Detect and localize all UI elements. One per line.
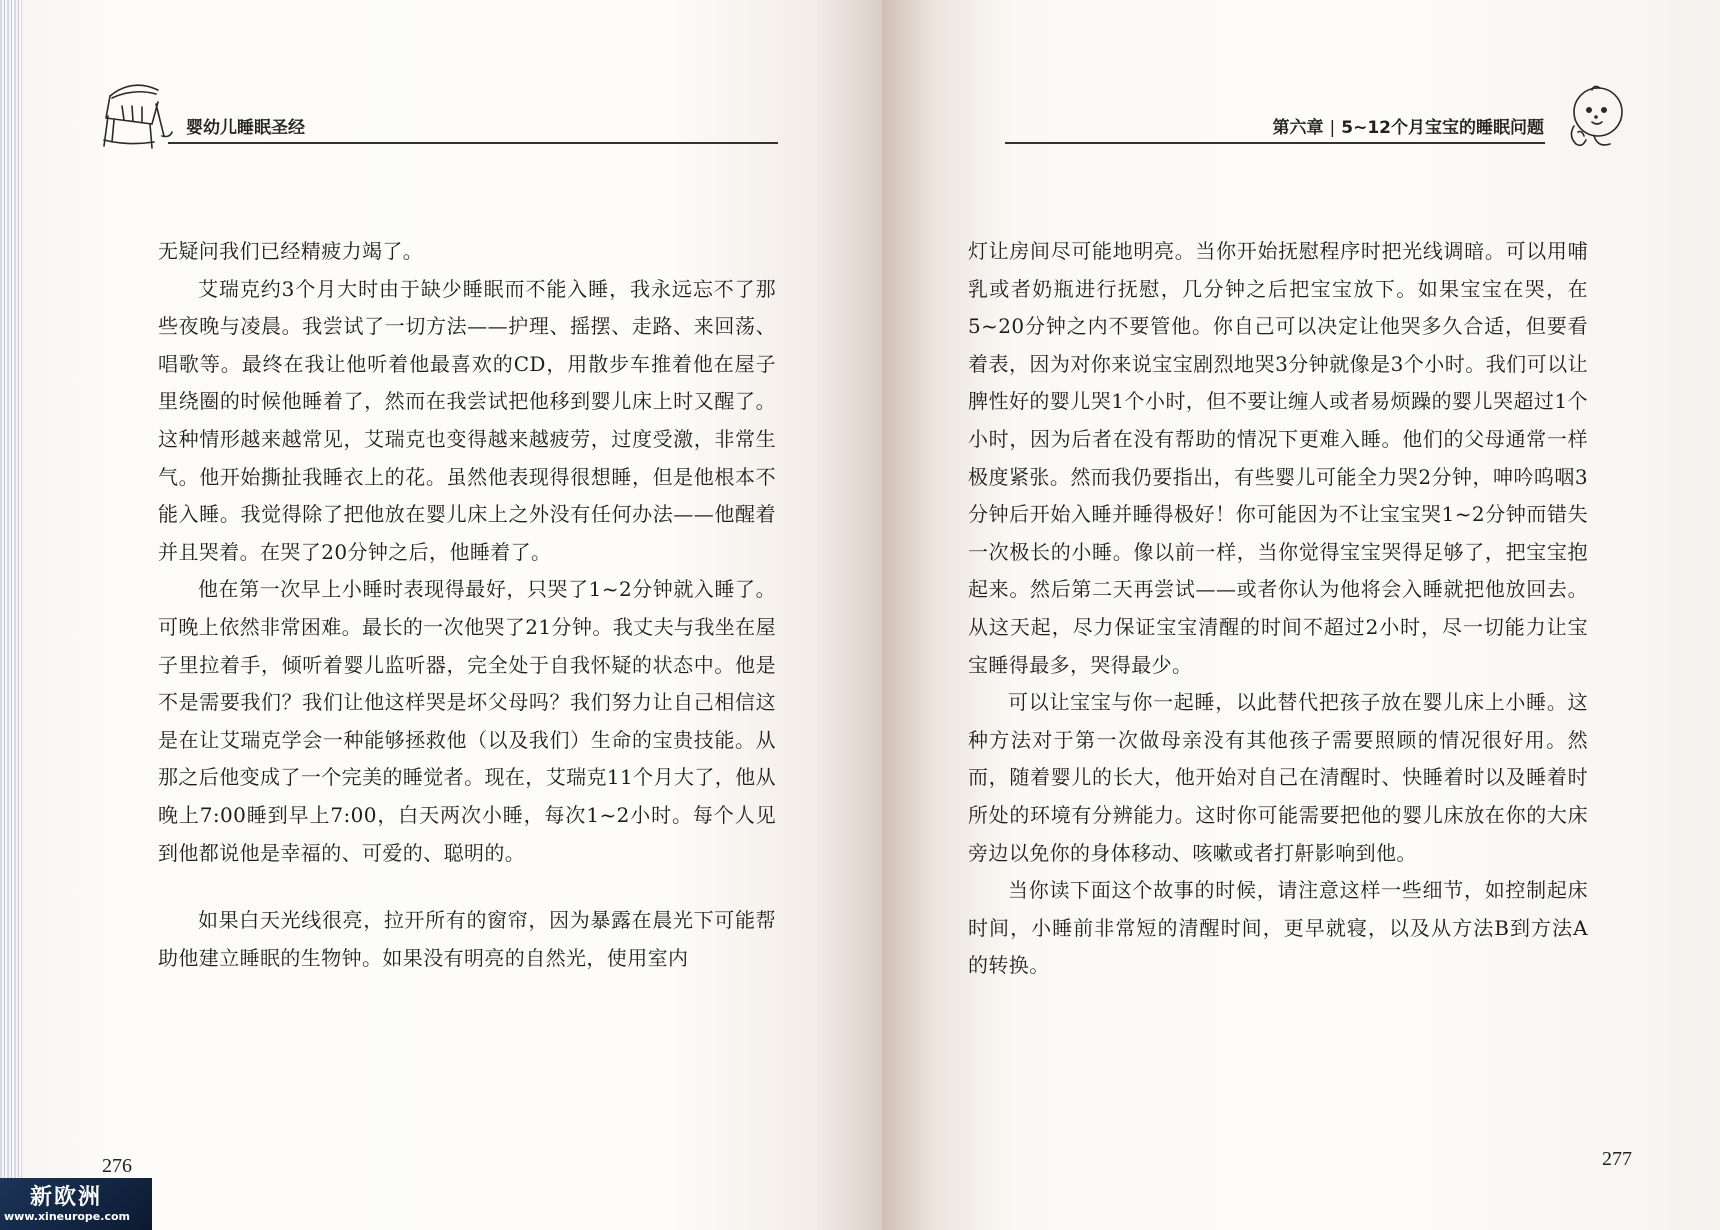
right-header-rule	[1005, 142, 1545, 144]
page-number-right: 277	[1602, 1148, 1632, 1170]
header-separator: |	[1329, 118, 1336, 138]
paragraph: 艾瑞克约3个月大时由于缺少睡眠而不能入睡，我永远忘不了那些夜晚与凌晨。我尝试了一切方法——护理、摇摆、走路、来回荡、唱歌等。最终在我让他听着他最喜欢的CD，用散步车推着他在屋子里绕圈的时候他睡着了，然而在我尝试把他移到婴儿床上时又醒了。这种情形越来越常见，艾瑞克也变得越来越疲劳，过度受激，非常生气。他开始撕扯我睡衣上的花。虽然他表现得很想睡，但是他根本不能入睡。我觉得除了把他放在婴儿床上之外没有任何办法——他醒着并且哭着。在哭了20分钟之后，他睡着了。	[158, 276, 776, 564]
right-header-title	[1273, 113, 1544, 138]
baby-face-icon	[1564, 82, 1628, 152]
right-body-text	[968, 233, 1588, 985]
watermark-name: 新欧洲	[30, 1185, 103, 1210]
paragraph: 当你读下面这个故事的时候，请注意这样一些细节，如控制起床时间，小睡前非常短的清醒时间，更早就寝，以及从方法B到方法A的转换。	[968, 878, 1588, 978]
left-body-text	[158, 233, 776, 977]
paragraph: 他在第一次早上小睡时表现得最好，只哭了1~2分钟就入睡了。可晚上依然非常困难。最长的一次他哭了21分钟。我丈夫与我坐在屋子里拉着手，倾听着婴儿监听器，完全处于自我怀疑的状态中。他是不是需要我们？我们让他这样哭是坏父母吗？我们努力让自己相信这是在让艾瑞克学会一种能够拯救他（以及我们）生命的宝贵技能。从那之后他变成了一个完美的睡觉者。现在，艾瑞克11个月大了，他从晚上7:00睡到早上7:00，白天两次小睡，每次1~2小时。每个人见到他都说他是幸福的、可爱的、聪明的。	[158, 577, 776, 865]
watermark-url: www.xineurope.com	[4, 1210, 130, 1223]
chapter-label: 第六章	[1272, 118, 1324, 138]
paragraph: 可以让宝宝与你一起睡，以此替代把孩子放在婴儿床上小睡。这种方法对于第一次做母亲没有其他孩子需要照顾的情况很好用。然而，随着婴儿的长大，他开始对自己在清醒时、快睡着时以及睡着时所处的环境有分辨能力。这时你可能需要把他的婴儿床放在你的大床旁边以免你的身体移动、咳嗽或者打鼾影响到他。	[968, 690, 1588, 865]
cradle-icon	[92, 76, 178, 152]
page-number-left: 276	[102, 1155, 132, 1177]
paragraph: 灯让房间尽可能地明亮。当你开始抚慰程序时把光线调暗。可以用哺乳或者奶瓶进行抚慰，几分钟之后把宝宝放下。如果宝宝在哭，在5~20分钟之内不要管他。你自己可以决定让他哭多久合适，但要看着表，因为对你来说宝宝剧烈地哭3分钟就像是3个小时。我们可以让脾性好的婴儿哭1个小时，但不要让缠人或者易烦躁的婴儿哭超过1个小时，因为后者在没有帮助的情况下更难入睡。他们的父母通常一样极度紧张。然而我仍要指出，有些婴儿可能全力哭2分钟，呻吟呜咽3分钟后开始入睡并睡得极好！你可能因为不让宝宝哭1~2分钟而错失一次极长的小睡。像以前一样，当你觉得宝宝哭得足够了，把宝宝抱起来。然后第二天再尝试——或者你认为他将会入睡就把他放回去。从这天起，尽力保证宝宝清醒的时间不超过2小时，尽一切能力让宝宝睡得最多，哭得最少。	[968, 239, 1588, 677]
paragraph: 如果白天光线很亮，拉开所有的窗帘，因为暴露在晨光下可能帮助他建立睡眠的生物钟。如果没有明亮的自然光，使用室内	[158, 908, 776, 970]
paragraph-gap	[158, 872, 776, 902]
left-header-rule	[168, 142, 778, 144]
left-header-title: 婴幼儿睡眠圣经	[186, 118, 305, 138]
chapter-title: 5~12个月宝宝的睡眠问题	[1341, 118, 1544, 138]
site-watermark	[0, 1178, 152, 1230]
paragraph: 无疑问我们已经精疲力竭了。	[158, 239, 424, 263]
